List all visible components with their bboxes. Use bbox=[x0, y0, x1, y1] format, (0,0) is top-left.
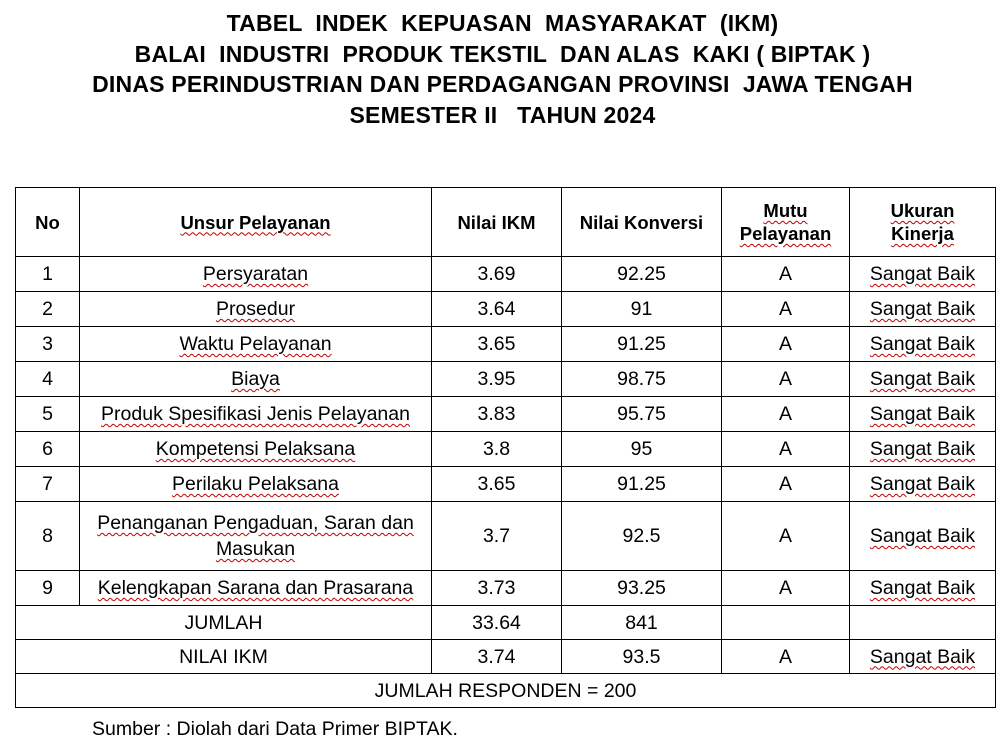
title-line-3: DINAS PERINDUSTRIAN DAN PERDAGANGAN PROVINSI JAWA TENGAH bbox=[92, 71, 913, 97]
cell-nilai-ikm: 3.7 bbox=[432, 502, 562, 571]
title-line-1: TABEL INDEK KEPUASAN MASYARAKAT (IKM) bbox=[226, 10, 779, 36]
header-nilai-konversi: Nilai Konversi bbox=[562, 188, 722, 257]
nilai-ikm-row bbox=[16, 640, 996, 674]
cell-no: 6 bbox=[16, 432, 80, 467]
table-row bbox=[16, 571, 996, 606]
table-header-row bbox=[16, 188, 996, 257]
nilai-ikm-value: 3.74 bbox=[432, 640, 562, 674]
cell-unsur: Penanganan Pengaduan, Saran dan Masukan bbox=[80, 502, 432, 571]
cell-unsur: Produk Spesifikasi Jenis Pelayanan bbox=[80, 397, 432, 432]
jumlah-mutu-empty bbox=[722, 606, 850, 640]
nilai-ikm-kinerja: Sangat Baik bbox=[850, 640, 996, 674]
cell-kinerja: Sangat Baik bbox=[850, 502, 996, 571]
title-line-2: BALAI INDUSTRI PRODUK TEKSTIL DAN ALAS KAKI ( BIPTAK ) bbox=[134, 40, 871, 67]
cell-no: 7 bbox=[16, 467, 80, 502]
cell-kinerja: Sangat Baik bbox=[850, 397, 996, 432]
cell-unsur: Prosedur bbox=[80, 292, 432, 327]
cell-unsur: Perilaku Pelaksana bbox=[80, 467, 432, 502]
header-nilai-ikm: Nilai IKM bbox=[432, 188, 562, 257]
cell-mutu: A bbox=[722, 432, 850, 467]
cell-nilai-ikm: 3.73 bbox=[432, 571, 562, 606]
jumlah-label: JUMLAH bbox=[16, 606, 432, 640]
cell-kinerja: Sangat Baik bbox=[850, 257, 996, 292]
jumlah-responden: JUMLAH RESPONDEN = 200 bbox=[16, 674, 996, 708]
header-no: No bbox=[16, 188, 80, 257]
cell-nilai-konversi: 95 bbox=[562, 432, 722, 467]
cell-kinerja: Sangat Baik bbox=[850, 432, 996, 467]
cell-mutu: A bbox=[722, 467, 850, 502]
cell-mutu: A bbox=[722, 257, 850, 292]
nilai-ikm-label: NILAI IKM bbox=[16, 640, 432, 674]
table-row bbox=[16, 257, 996, 292]
cell-nilai-ikm: 3.65 bbox=[432, 467, 562, 502]
cell-mutu: A bbox=[722, 397, 850, 432]
cell-nilai-konversi: 92.25 bbox=[562, 257, 722, 292]
cell-nilai-konversi: 98.75 bbox=[562, 362, 722, 397]
cell-nilai-konversi: 91.25 bbox=[562, 327, 722, 362]
table-row bbox=[16, 327, 996, 362]
cell-nilai-ikm: 3.65 bbox=[432, 327, 562, 362]
nilai-ikm-mutu: A bbox=[722, 640, 850, 674]
jumlah-nilai-ikm: 33.64 bbox=[432, 606, 562, 640]
ikm-table bbox=[15, 187, 996, 708]
cell-unsur: Kompetensi Pelaksana bbox=[80, 432, 432, 467]
cell-no: 1 bbox=[16, 257, 80, 292]
table-row bbox=[16, 397, 996, 432]
cell-no: 5 bbox=[16, 397, 80, 432]
cell-no: 3 bbox=[16, 327, 80, 362]
cell-kinerja: Sangat Baik bbox=[850, 362, 996, 397]
jumlah-kinerja-empty bbox=[850, 606, 996, 640]
cell-nilai-ikm: 3.69 bbox=[432, 257, 562, 292]
nilai-ikm-konversi: 93.5 bbox=[562, 640, 722, 674]
cell-no: 2 bbox=[16, 292, 80, 327]
cell-mutu: A bbox=[722, 292, 850, 327]
cell-no: 4 bbox=[16, 362, 80, 397]
title-line-4: SEMESTER II TAHUN 2024 bbox=[349, 101, 656, 128]
cell-nilai-ikm: 3.64 bbox=[432, 292, 562, 327]
table-row bbox=[16, 467, 996, 502]
cell-kinerja: Sangat Baik bbox=[850, 571, 996, 606]
document-title-block bbox=[0, 8, 1005, 130]
header-mutu-pelayanan: Mutu Pelayanan bbox=[722, 188, 850, 257]
cell-kinerja: Sangat Baik bbox=[850, 467, 996, 502]
table-row bbox=[16, 502, 996, 571]
cell-no: 9 bbox=[16, 571, 80, 606]
cell-nilai-konversi: 91.25 bbox=[562, 467, 722, 502]
cell-unsur: Kelengkapan Sarana dan Prasarana bbox=[80, 571, 432, 606]
cell-nilai-konversi: 95.75 bbox=[562, 397, 722, 432]
cell-mutu: A bbox=[722, 362, 850, 397]
cell-nilai-konversi: 91 bbox=[562, 292, 722, 327]
table-row bbox=[16, 432, 996, 467]
cell-kinerja: Sangat Baik bbox=[850, 327, 996, 362]
cell-nilai-ikm: 3.8 bbox=[432, 432, 562, 467]
cell-kinerja: Sangat Baik bbox=[850, 292, 996, 327]
cell-unsur: Persyaratan bbox=[80, 257, 432, 292]
cell-unsur: Waktu Pelayanan bbox=[80, 327, 432, 362]
cell-nilai-ikm: 3.83 bbox=[432, 397, 562, 432]
source-note: Sumber : Diolah dari Data Primer BIPTAK. bbox=[92, 718, 458, 740]
cell-unsur: Biaya bbox=[80, 362, 432, 397]
table-row bbox=[16, 292, 996, 327]
cell-mutu: A bbox=[722, 502, 850, 571]
cell-nilai-konversi: 93.25 bbox=[562, 571, 722, 606]
cell-mutu: A bbox=[722, 571, 850, 606]
table-row bbox=[16, 362, 996, 397]
jumlah-nilai-konversi: 841 bbox=[562, 606, 722, 640]
cell-nilai-ikm: 3.95 bbox=[432, 362, 562, 397]
header-unsur: Unsur Pelayanan bbox=[80, 188, 432, 257]
cell-mutu: A bbox=[722, 327, 850, 362]
cell-no: 8 bbox=[16, 502, 80, 571]
jumlah-row bbox=[16, 606, 996, 640]
cell-nilai-konversi: 92.5 bbox=[562, 502, 722, 571]
header-ukuran-kinerja: Ukuran Kinerja bbox=[850, 188, 996, 257]
responden-row bbox=[16, 674, 996, 708]
